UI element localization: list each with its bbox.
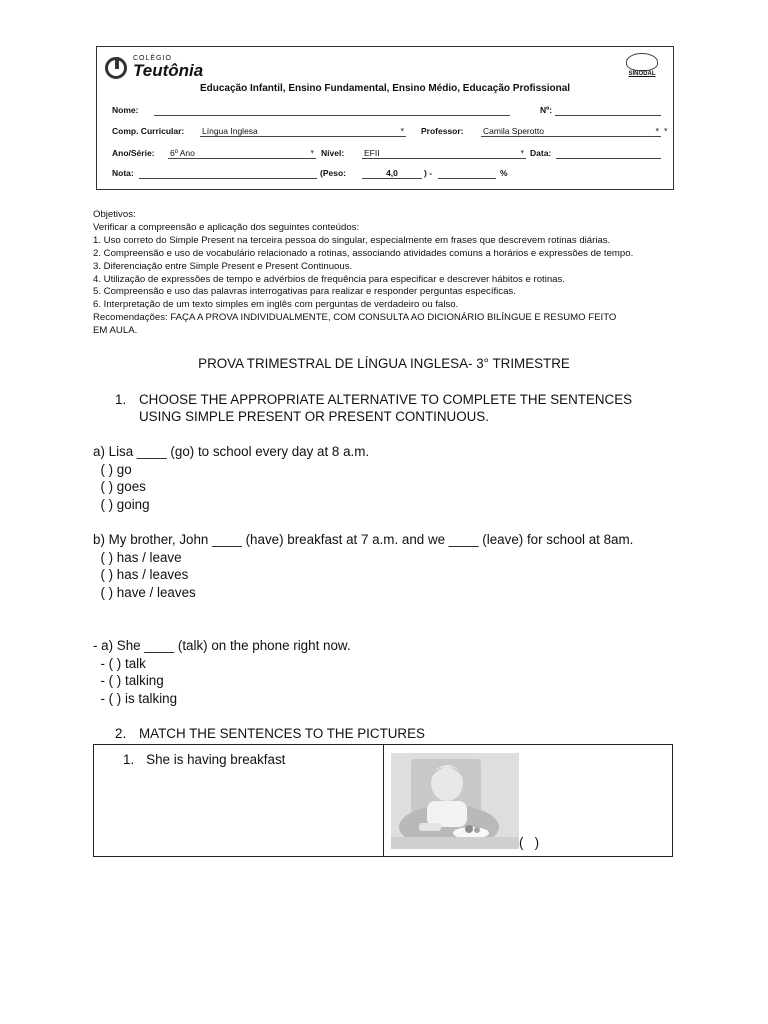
professor-label: Professor: xyxy=(421,126,464,136)
percent-label: % xyxy=(500,168,508,178)
table-divider xyxy=(383,745,384,856)
nota-label: Nota: xyxy=(112,168,134,178)
objective-item: 1. Uso correto do Simple Present na terceira pessoa do singular, especialmente em frases que descrevem rotinas diárias. xyxy=(93,234,611,246)
professor-select[interactable] xyxy=(481,126,661,137)
nota-field[interactable] xyxy=(139,168,317,179)
option-has-leave[interactable]: ( ) has / leave xyxy=(93,549,182,565)
ano-select[interactable] xyxy=(168,148,316,159)
school-levels: Educação Infantil, Ensino Fundamental, Ensino Médio, Educação Profissional xyxy=(199,83,571,94)
objective-item: 5. Compreensão e uso das palavras interrogativas para realizar e responder perguntas específicas. xyxy=(93,286,516,298)
question-2-text: MATCH THE SENTENCES TO THE PICTURES xyxy=(139,726,425,741)
match-table xyxy=(93,744,673,857)
objectives xyxy=(93,209,683,338)
chevron-down-icon: ▾ xyxy=(400,127,404,134)
comp-label: Comp. Curricular: xyxy=(112,126,185,136)
option-going[interactable]: ( ) going xyxy=(93,496,150,512)
sinodal-logo-icon xyxy=(626,53,658,71)
option-talk[interactable]: - ( ) talk xyxy=(93,655,146,671)
match-item-text: She is having breakfast xyxy=(146,752,286,767)
header-box xyxy=(96,46,674,190)
question-1c xyxy=(93,637,351,707)
comp-value: Língua Inglesa xyxy=(202,126,258,136)
data-field[interactable] xyxy=(556,148,661,159)
question-1a xyxy=(93,443,369,513)
answer-blank[interactable]: ( ) xyxy=(519,835,540,850)
data-label: Data: xyxy=(530,148,552,158)
question-2-heading xyxy=(115,726,425,741)
chevron-down-icon: ▾ xyxy=(655,127,659,134)
peso-field[interactable] xyxy=(362,168,422,179)
recommendations-cont: EM AULA. xyxy=(93,325,138,337)
school-logo-icon xyxy=(105,57,127,79)
question-1-line2: USING SIMPLE PRESENT OR PRESENT CONTINUOUS. xyxy=(139,409,489,424)
numero-label: Nº: xyxy=(540,105,553,115)
chevron-down-icon: ▾ xyxy=(310,149,314,156)
option-have-leaves[interactable]: ( ) have / leaves xyxy=(93,584,196,600)
question-1b xyxy=(93,531,633,601)
option-goes[interactable]: ( ) goes xyxy=(93,479,146,495)
question-1-number: 1. xyxy=(115,392,127,407)
logo-name: Teutônia xyxy=(133,61,204,80)
question-1c-prompt: - a) She ____ (talk) on the phone right now. xyxy=(93,638,351,653)
ano-label: Ano/Série: xyxy=(112,148,155,158)
objective-item: 3. Diferenciação entre Simple Present e Present Continuous. xyxy=(93,260,353,272)
nivel-label: Nível: xyxy=(321,148,345,158)
nome-field[interactable] xyxy=(154,105,510,116)
option-talking[interactable]: - ( ) talking xyxy=(93,673,164,689)
objectives-title: Objetivos: xyxy=(93,209,136,220)
logo-prefix: COLÉGIO xyxy=(133,55,172,62)
peso-close: ) - xyxy=(424,168,433,178)
match-item xyxy=(123,752,285,767)
nome-label: Nome: xyxy=(112,105,139,115)
peso-label: (Peso: xyxy=(320,168,346,178)
question-1b-prompt: b) My brother, John ____ (have) breakfast at 7 a.m. and we ____ (leave) for school at 8am. xyxy=(93,532,634,547)
objective-item: 6. Interpretação de um texto simples em inglês com perguntas de verdadeiro ou falso. xyxy=(93,299,459,311)
objectives-intro: Verificar a compreensão e aplicação dos seguintes conteúdos: xyxy=(93,221,360,233)
match-item-number: 1. xyxy=(123,752,135,767)
comp-select[interactable] xyxy=(200,126,406,137)
question-1-text xyxy=(139,391,699,425)
option-is-talking[interactable]: - ( ) is talking xyxy=(93,690,178,706)
recommendations: Recomendações: FAÇA A PROVA INDIVIDUALMENTE, COM CONSULTA AO DICIONÁRIO BILÍNGUE E RESUMO FEITO xyxy=(93,312,617,324)
question-1a-prompt: a) Lisa ____ (go) to school every day at 8 a.m. xyxy=(93,444,370,459)
page-title: PROVA TRIMESTRAL DE LÍNGUA INGLESA- 3° TRIMESTRE xyxy=(198,356,570,371)
option-go[interactable]: ( ) go xyxy=(93,461,132,477)
percent-field[interactable] xyxy=(438,168,496,179)
breakfast-photo xyxy=(391,753,519,849)
ano-value: 6º Ano xyxy=(170,148,195,158)
peso-value: 4,0 xyxy=(386,168,398,178)
nivel-select[interactable] xyxy=(362,148,526,159)
option-has-leaves[interactable]: ( ) has / leaves xyxy=(93,567,189,583)
objective-item: 4. Utilização de expressões de tempo e advérbios de frequência para especificar e descrever hábitos e rotinas. xyxy=(93,273,565,285)
question-1-line1: CHOOSE THE APPROPRIATE ALTERNATIVE TO COMPLETE THE SENTENCES xyxy=(139,392,633,407)
chevron-down-icon: ▾ xyxy=(520,149,524,156)
chevron-down-icon: ▾ xyxy=(664,127,668,134)
breakfast-photo-illustration xyxy=(391,753,519,849)
sinodal-logo xyxy=(619,53,665,83)
nivel-value: EFII xyxy=(364,148,380,158)
objective-item: 2. Compreensão e uso de vocabulário relacionado a rotinas, associando atividades comuns a horários e expressões de tempo. xyxy=(93,247,634,259)
numero-field[interactable] xyxy=(555,105,661,116)
sinodal-logo-text: SINODAL xyxy=(628,71,656,77)
professor-value: Camila Sperotto xyxy=(483,126,544,136)
question-2-number: 2. xyxy=(115,726,127,741)
